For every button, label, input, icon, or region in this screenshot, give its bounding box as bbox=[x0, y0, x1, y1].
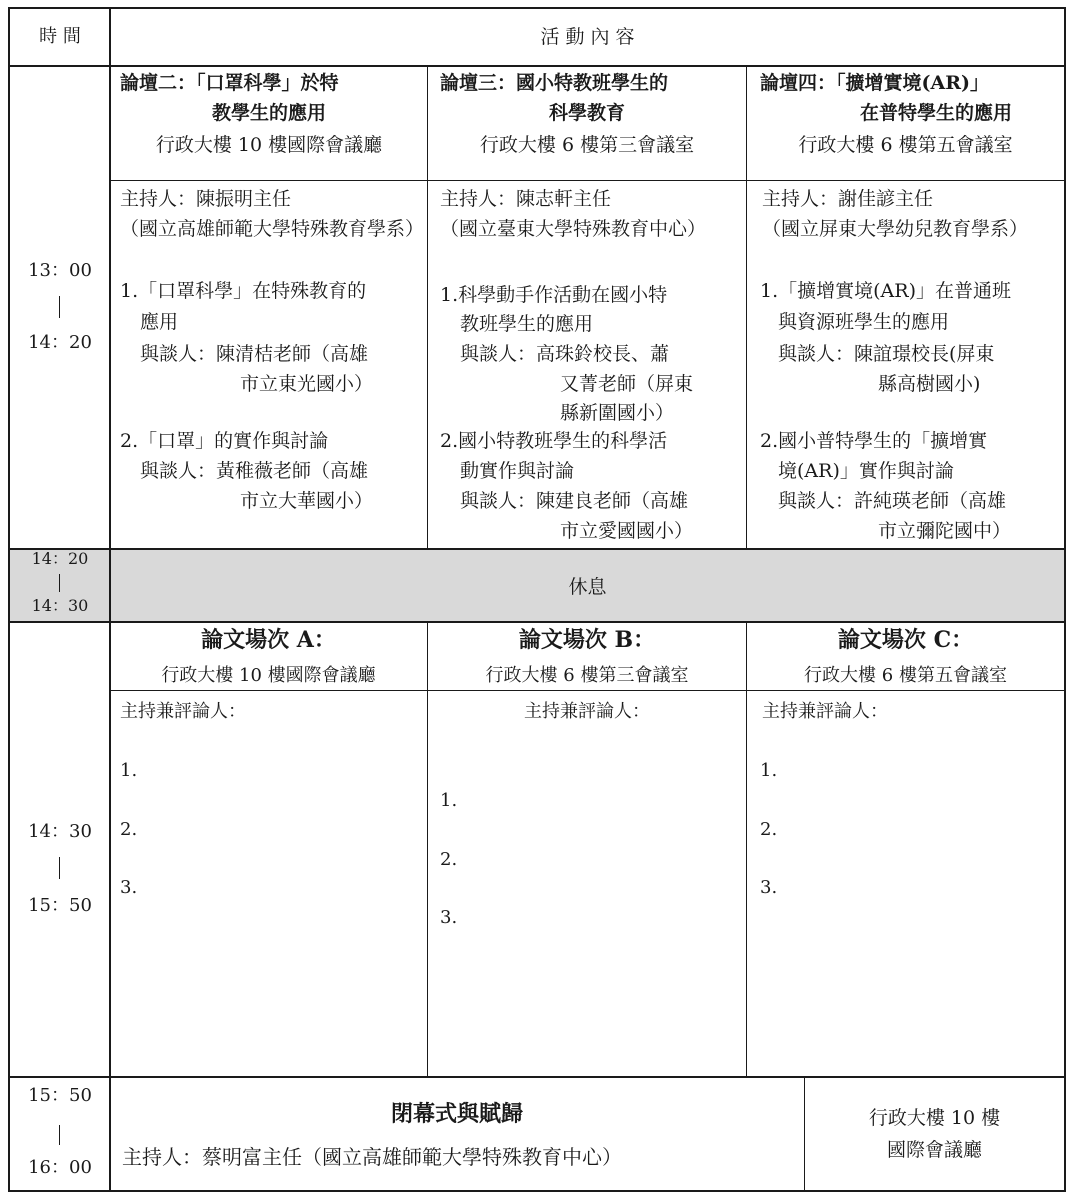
forum-speaker-line: 與談人：許純瑛老師（高雄 bbox=[778, 490, 1007, 512]
row-divider-forum bbox=[8, 548, 1066, 550]
forum-item-line: 境(AR)」實作與討論 bbox=[778, 460, 954, 482]
forum-speaker-line: 市立大華國小） bbox=[240, 490, 374, 512]
table-border-top bbox=[8, 7, 1066, 9]
forum-title-line: 論壇二：「口罩科學」於特 bbox=[120, 72, 339, 94]
forum-speaker-line: 市立東光國小） bbox=[240, 373, 374, 395]
time-range-bar bbox=[59, 1125, 60, 1145]
forum-speaker-line: 縣新圍國小） bbox=[560, 402, 675, 424]
forum-item-line: 教班學生的應用 bbox=[460, 313, 594, 335]
forum-room: 行政大樓 10 樓國際會議廳 bbox=[155, 134, 383, 156]
forum-speaker-line: 市立愛國國小） bbox=[560, 520, 694, 542]
forum-item-line: 2.國小普特學生的「擴增實 bbox=[760, 430, 988, 452]
forum-speaker-line: 與談人：高珠鈴校長、蕭 bbox=[460, 343, 670, 365]
header-content: 活 動 內 容 bbox=[540, 26, 635, 48]
paper-item: 3. bbox=[440, 907, 458, 928]
forum-host: 主持人：謝佳諺主任 bbox=[762, 188, 934, 210]
forum-time-start: 13：00 bbox=[28, 260, 92, 281]
forum-host-org: （國立高雄師範大學特殊教育學系） bbox=[120, 218, 425, 240]
forum-title-line: 科學教育 bbox=[548, 102, 625, 124]
forum-title-line: 教學生的應用 bbox=[211, 102, 326, 124]
forum-item-line: 1.「口罩科學」在特殊教育的 bbox=[120, 280, 367, 302]
row-divider-paper bbox=[8, 1076, 1066, 1078]
forum-item-line: 與資源班學生的應用 bbox=[778, 311, 950, 333]
paper-item: 1. bbox=[120, 760, 138, 781]
forum-speaker-line: 市立彌陀國中） bbox=[878, 520, 1012, 542]
closing-title: 閉幕式與賦歸 bbox=[390, 1101, 523, 1127]
paper-room: 行政大樓 10 樓國際會議廳 bbox=[161, 665, 376, 686]
paper-room: 行政大樓 6 樓第五會議室 bbox=[804, 665, 1007, 686]
forum-item-line: 1.科學動手作活動在國小特 bbox=[440, 284, 668, 306]
paper-item: 2. bbox=[120, 819, 138, 840]
forum-host-org: （國立臺東大學特殊教育中心） bbox=[440, 218, 707, 240]
forum-title-line: 論壇三：國小特教班學生的 bbox=[440, 72, 669, 94]
forum-speaker-line: 縣高樹國小) bbox=[878, 373, 981, 395]
closing-host: 主持人：蔡明富主任（國立高雄師範大學特殊教育中心） bbox=[122, 1145, 622, 1169]
paper-session-title: 論文場次 C： bbox=[837, 627, 974, 653]
break-time-start: 14：20 bbox=[31, 549, 89, 568]
break-time-end: 14：30 bbox=[31, 596, 89, 615]
closing-col-divider bbox=[804, 1077, 805, 1191]
forum-speaker-line: 與談人：陳誼璟校長(屏東 bbox=[778, 343, 995, 365]
header-time: 時 間 bbox=[39, 26, 81, 47]
paper-item: 2. bbox=[760, 819, 778, 840]
paper-host: 主持兼評論人： bbox=[762, 701, 888, 722]
forum-speaker-line: 與談人：陳清桔老師（高雄 bbox=[140, 343, 369, 365]
paper-host: 主持兼評論人： bbox=[120, 701, 246, 722]
forum-item-line: 應用 bbox=[140, 311, 179, 333]
row-divider-forum-title bbox=[110, 180, 1066, 181]
forum-speaker-line: 與談人：黃稚薇老師（高雄 bbox=[140, 460, 369, 482]
paper-session-title: 論文場次 A： bbox=[201, 627, 336, 653]
forum-item-line: 2.「口罩」的實作與討論 bbox=[120, 430, 329, 452]
break-label: 休息 bbox=[568, 576, 607, 598]
paper-item: 2. bbox=[440, 849, 458, 870]
forum-time-end: 14：20 bbox=[28, 332, 92, 353]
time-range-bar bbox=[59, 296, 60, 318]
closing-location-line: 行政大樓 10 樓 bbox=[868, 1107, 1001, 1129]
paper-item: 1. bbox=[760, 760, 778, 781]
time-range-bar bbox=[59, 574, 60, 592]
forum-item-line: 2.國小特教班學生的科學活 bbox=[440, 430, 668, 452]
paper-host: 主持兼評論人： bbox=[524, 701, 650, 722]
forum-speaker-line: 又菁老師（屏東 bbox=[560, 373, 694, 395]
forum-title-line: 論壇四：「擴增實境(AR)」 bbox=[760, 72, 990, 94]
paper-item: 3. bbox=[760, 877, 778, 898]
forum-host: 主持人：陳振明主任 bbox=[120, 188, 292, 210]
closing-time-start: 15：50 bbox=[28, 1085, 92, 1106]
forum-room: 行政大樓 6 樓第三會議室 bbox=[479, 134, 695, 156]
paper-item: 3. bbox=[120, 877, 138, 898]
paper-item: 1. bbox=[440, 790, 458, 811]
paper-session-title: 論文場次 B： bbox=[518, 627, 656, 653]
forum-speaker-line: 與談人：陳建良老師（高雄 bbox=[460, 490, 689, 512]
forum-item-line: 1.「擴增實境(AR)」在普通班 bbox=[760, 280, 1011, 302]
row-divider-header bbox=[8, 65, 1066, 67]
forum-room: 行政大樓 6 樓第五會議室 bbox=[798, 134, 1013, 156]
paper-time-start: 14：30 bbox=[28, 821, 92, 842]
forum-host-org: （國立屏東大學幼兒教育學系） bbox=[762, 218, 1029, 240]
forum-title-line: 在普特學生的應用 bbox=[860, 102, 1013, 124]
paper-room: 行政大樓 6 樓第三會議室 bbox=[485, 665, 689, 686]
time-range-bar bbox=[59, 857, 60, 879]
forum-host: 主持人：陳志軒主任 bbox=[440, 188, 612, 210]
paper-time-end: 15：50 bbox=[28, 895, 92, 916]
closing-time-end: 16：00 bbox=[28, 1157, 92, 1178]
closing-location-line: 國際會議廳 bbox=[886, 1139, 982, 1161]
forum-item-line: 動實作與討論 bbox=[460, 460, 575, 482]
row-divider-break bbox=[8, 621, 1066, 623]
table-border-bottom bbox=[8, 1190, 1066, 1192]
